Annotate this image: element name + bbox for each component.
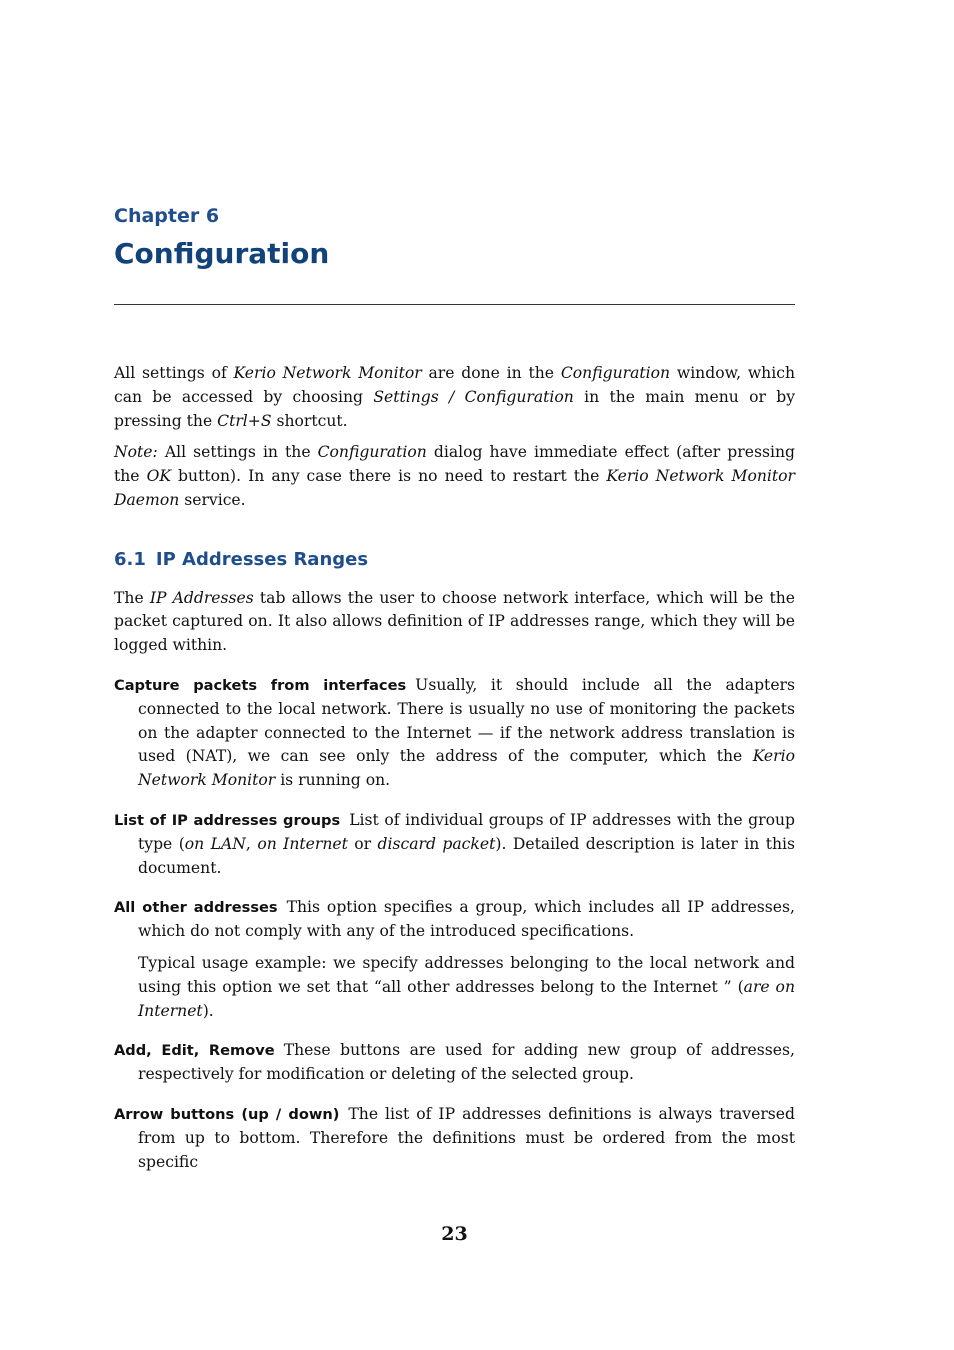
chapter-title: Configuration [114,237,330,270]
chapter-label: Chapter 6 [114,205,220,227]
definition-item: List of IP addresses groups List of individual groups of IP addresses with the group type (on LAN, on Internet or discard packet). Detailed description is later in this document. [114,810,796,877]
definition-term: Capture packets from interfaces [114,676,407,694]
definition-list [114,674,795,1174]
intro-paragraph-1: All settings of Kerio Network Monitor are done in the Configuration window, which can be accessed by choosing Settings / Configuration in the main menu or by pressing the Ctrl+S shortcut. [114,364,795,430]
section-paragraph-1: The IP Addresses tab allows the user to choose network interface, which will be the packet captured on. It also allows definition of IP addresses range, which they will be logged within. [114,588,795,655]
definition-item: Capture packets from interfaces Usually, it should include all the adapters connected to the local network. There is usually no use of monitoring the packets on the adapter connected to the Internet — if the network address translation is used (NAT), we can see only the address of the computer, which the Kerio Network Monitor is running on. [114,675,796,790]
section-heading [114,548,795,572]
definition-term: List of IP addresses groups [114,811,341,829]
section-number: 6.1 [114,548,146,570]
section-title: IP Addresses Ranges [155,548,369,570]
definition-item: All other addresses This option specifies a group, which includes all IP addresses, which do not comply with any of the introduced specifications. Typical usage example: we specify addresses belonging to the local network and using this option we set that “all other addresses belong to the Internet ” (are on Internet). [114,896,795,1023]
chapter-divider [114,304,795,305]
definition-term: All other addresses [114,899,278,917]
definition-term: Arrow buttons (up / down) [114,1105,340,1123]
definition-term: Add, Edit, Remove [114,1042,275,1060]
intro-paragraph-note: Note: All settings in the Configuration dialog have immediate effect (after pressing the OK button). In any case there is no need to restart the Kerio Network Monitor Daemon service. [114,443,795,509]
definition-continuation: Typical usage example: we specify addresses belonging to the local network and using this option we set that “all other addresses belong to the Internet ” (are on Internet). [138,953,795,1020]
definition-item: Add, Edit, Remove These buttons are used for adding new group of addresses, respectively for modification or deleting of the selected group. [114,1041,795,1084]
page-number: 23 [441,1223,468,1245]
body-text [114,362,795,1174]
definition-item: Arrow buttons (up / down) The list of IP addresses definitions is always traversed from up to bottom. Therefore the definitions must be ordered from the most specific [114,1104,795,1171]
